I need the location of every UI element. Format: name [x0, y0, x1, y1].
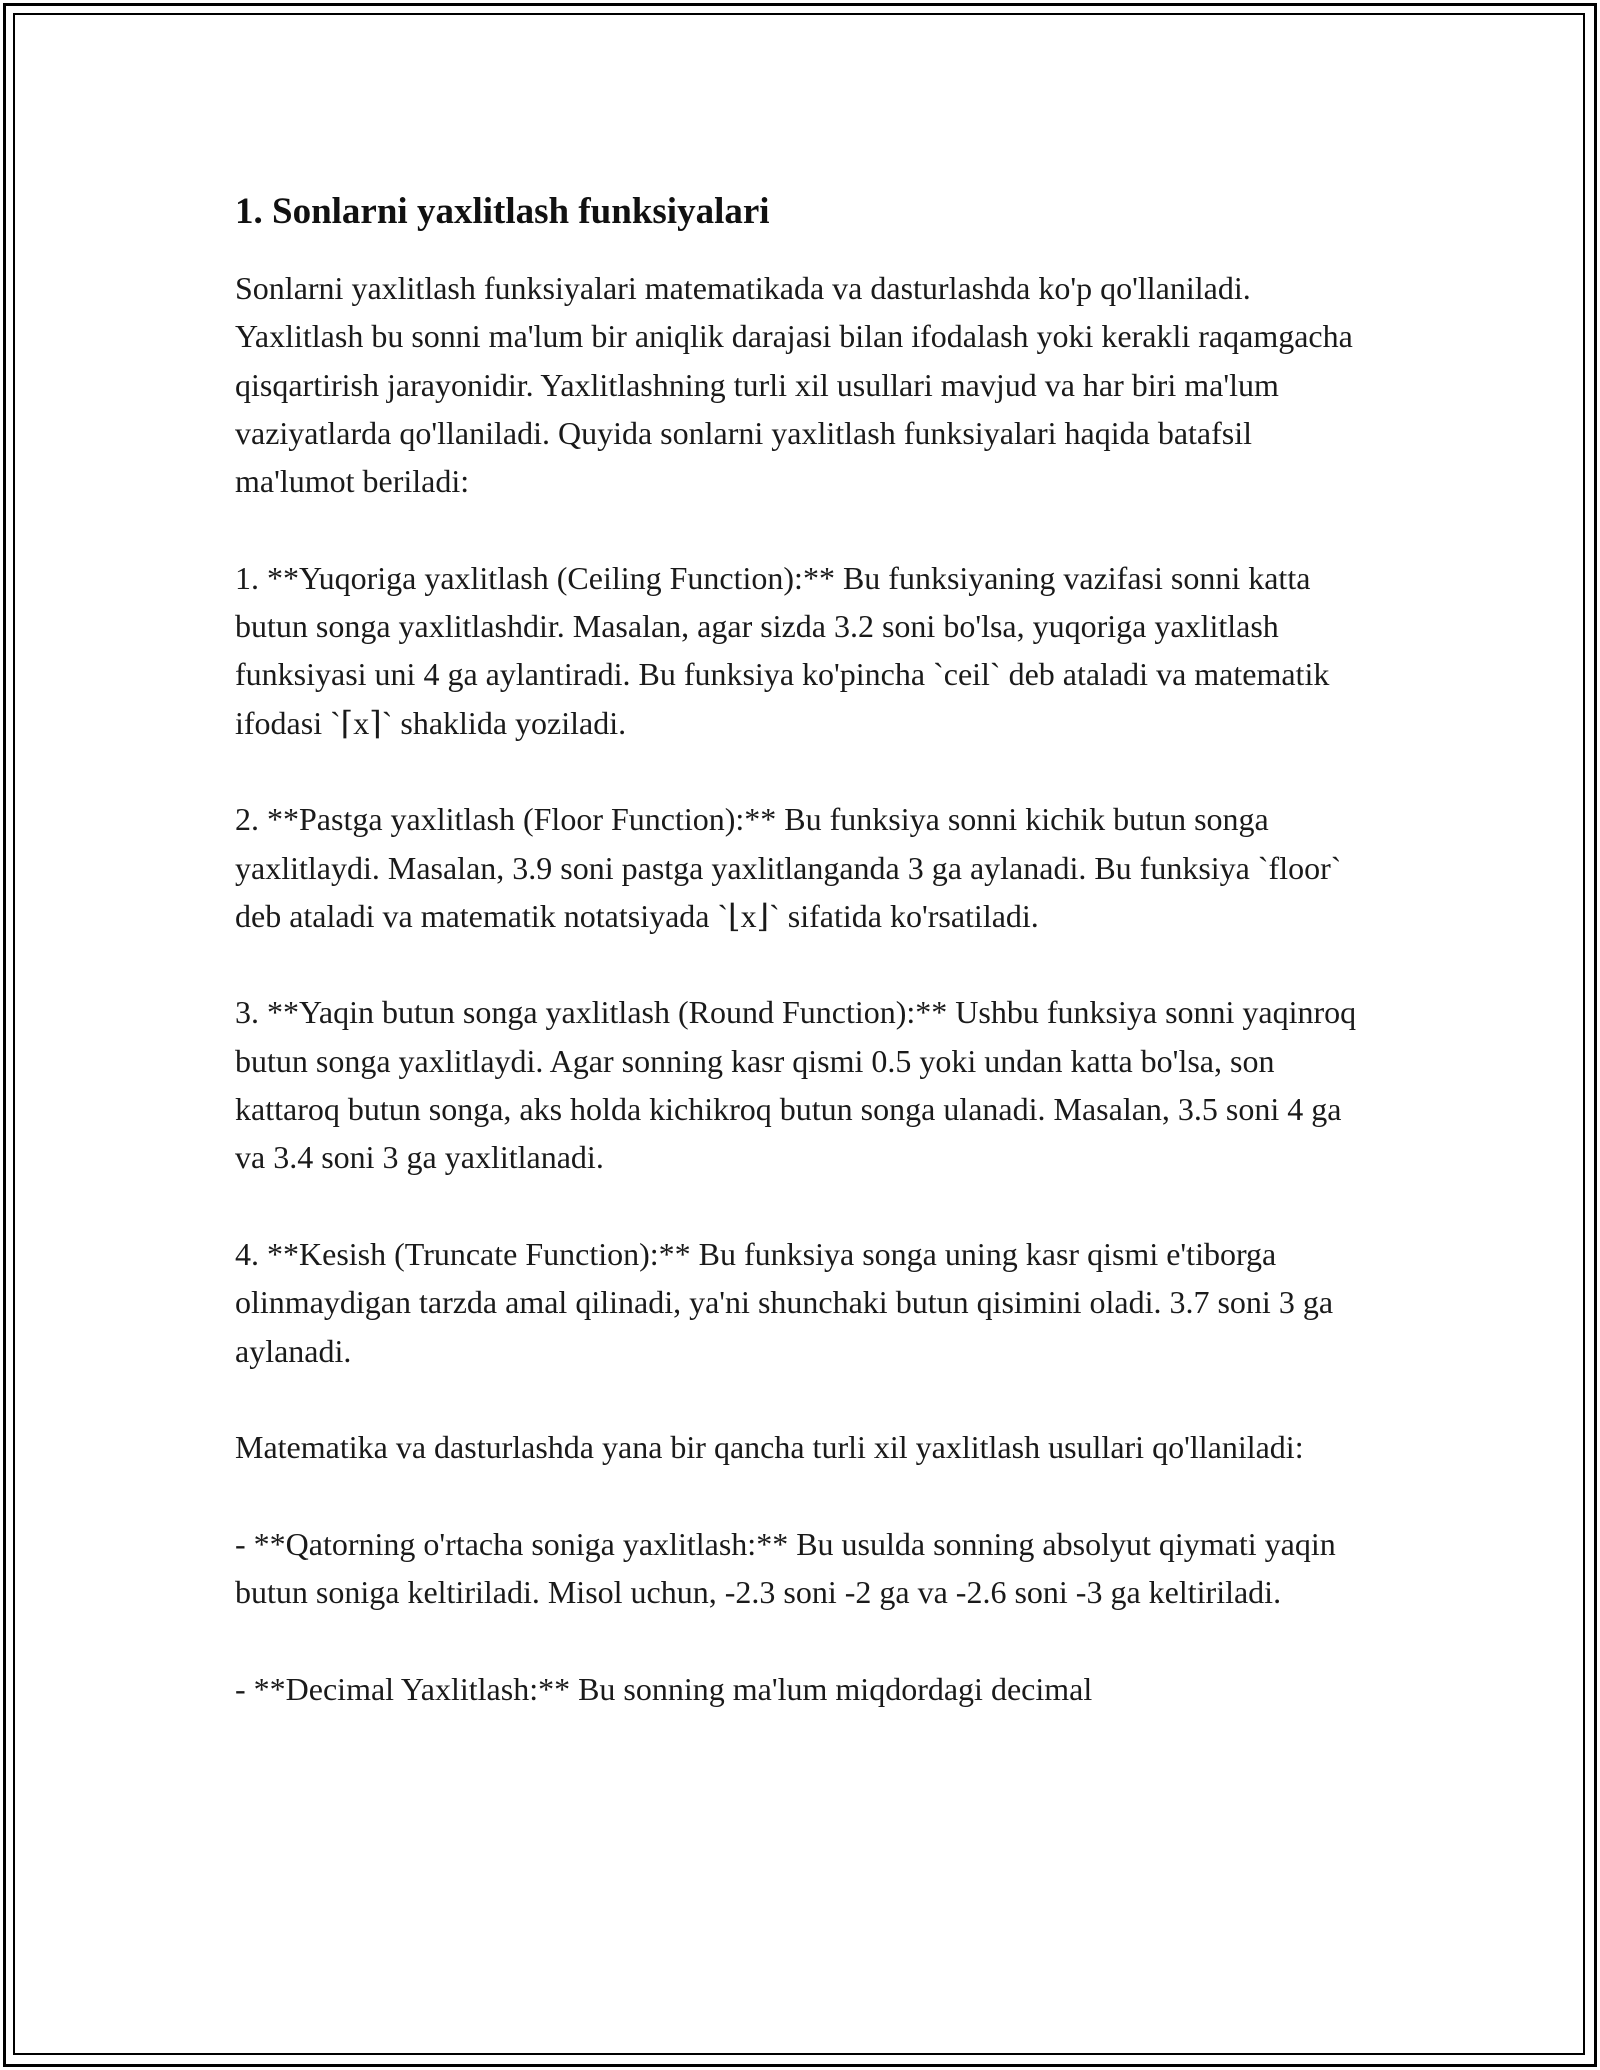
other-methods-paragraph: Matematika va dasturlashda yana bir qancha turli xil yaxlitlash usullari qo'llaniladi:	[235, 1429, 1304, 1466]
truncate-function-paragraph: 4. **Kesish (Truncate Function):** Bu funksiya songa uning kasr qismi e'tiborga olinmaydigan tarzda amal qilinadi, ya'ni shunchaki butun qisimini oladi. 3.7 soni 3 ga aylanadi.	[235, 1235, 1334, 1369]
ceiling-function-paragraph: 1. **Yuqoriga yaxlitlash (Ceiling Function):** Bu funksiyaning vazifasi sonni katta butun songa yaxlitlashdir. Masalan, agar sizda 3.2 soni bo'lsa, yuqoriga yaxlitlash funksiyasi uni 4 ga aylantiradi. Bu funksiya ko'pincha `ceil` deb ataladi va matematik ifodasi `⌈x⌉` shaklida yoziladi.	[235, 559, 1330, 741]
round-function-paragraph: 3. **Yaqin butun songa yaxlitlash (Round Function):** Ushbu funksiya sonni yaqinroq butun songa yaxlitlaydi. Agar sonning kasr qismi 0.5 yoki undan katta bo'lsa, son kattaroq butun songa, aks holda kichikroq butun songa ulanadi. Masalan, 3.5 soni 4 ga va 3.4 soni 3 ga yaxlitlanadi.	[235, 994, 1357, 1176]
document-body	[235, 188, 1365, 1761]
intro-paragraph: Sonlarni yaxlitlash funksiyalari matematikada va dasturlashda ko'p qo'llaniladi. Yaxlitlash bu sonni ma'lum bir aniqlik darajasi bilan ifodalash yoki kerakli raqamgacha qisqartirish jarayonidir. Yaxlitlashning turli xil usullari mavjud va har biri ma'lum vaziyatlarda qo'llaniladi. Quyida sonlarni yaxlitlash funksiyalari haqida batafsil ma'lumot beriladi:	[235, 270, 1353, 500]
mean-rounding-paragraph: - **Qatorning o'rtacha soniga yaxlitlash:** Bu usulda sonning absolyut qiymati yaqin butun soniga keltiriladi. Misol uchun, -2.3 soni -2 ga va -2.6 soni -3 ga keltiriladi.	[235, 1525, 1336, 1611]
page-title: 1. Sonlarni yaxlitlash funksiyalari	[235, 191, 770, 232]
floor-function-paragraph: 2. **Pastga yaxlitlash (Floor Function):** Bu funksiya sonni kichik butun songa yaxlitlaydi. Masalan, 3.9 soni pastga yaxlitlanganda 3 ga aylanadi. Bu funksiya `floor` deb ataladi va matematik notatsiyada `⌊x⌋` sifatida ko'rsatiladi.	[235, 801, 1342, 934]
decimal-rounding-paragraph: - **Decimal Yaxlitlash:** Bu sonning ma'lum miqdordagi decimal	[235, 1670, 1093, 1707]
